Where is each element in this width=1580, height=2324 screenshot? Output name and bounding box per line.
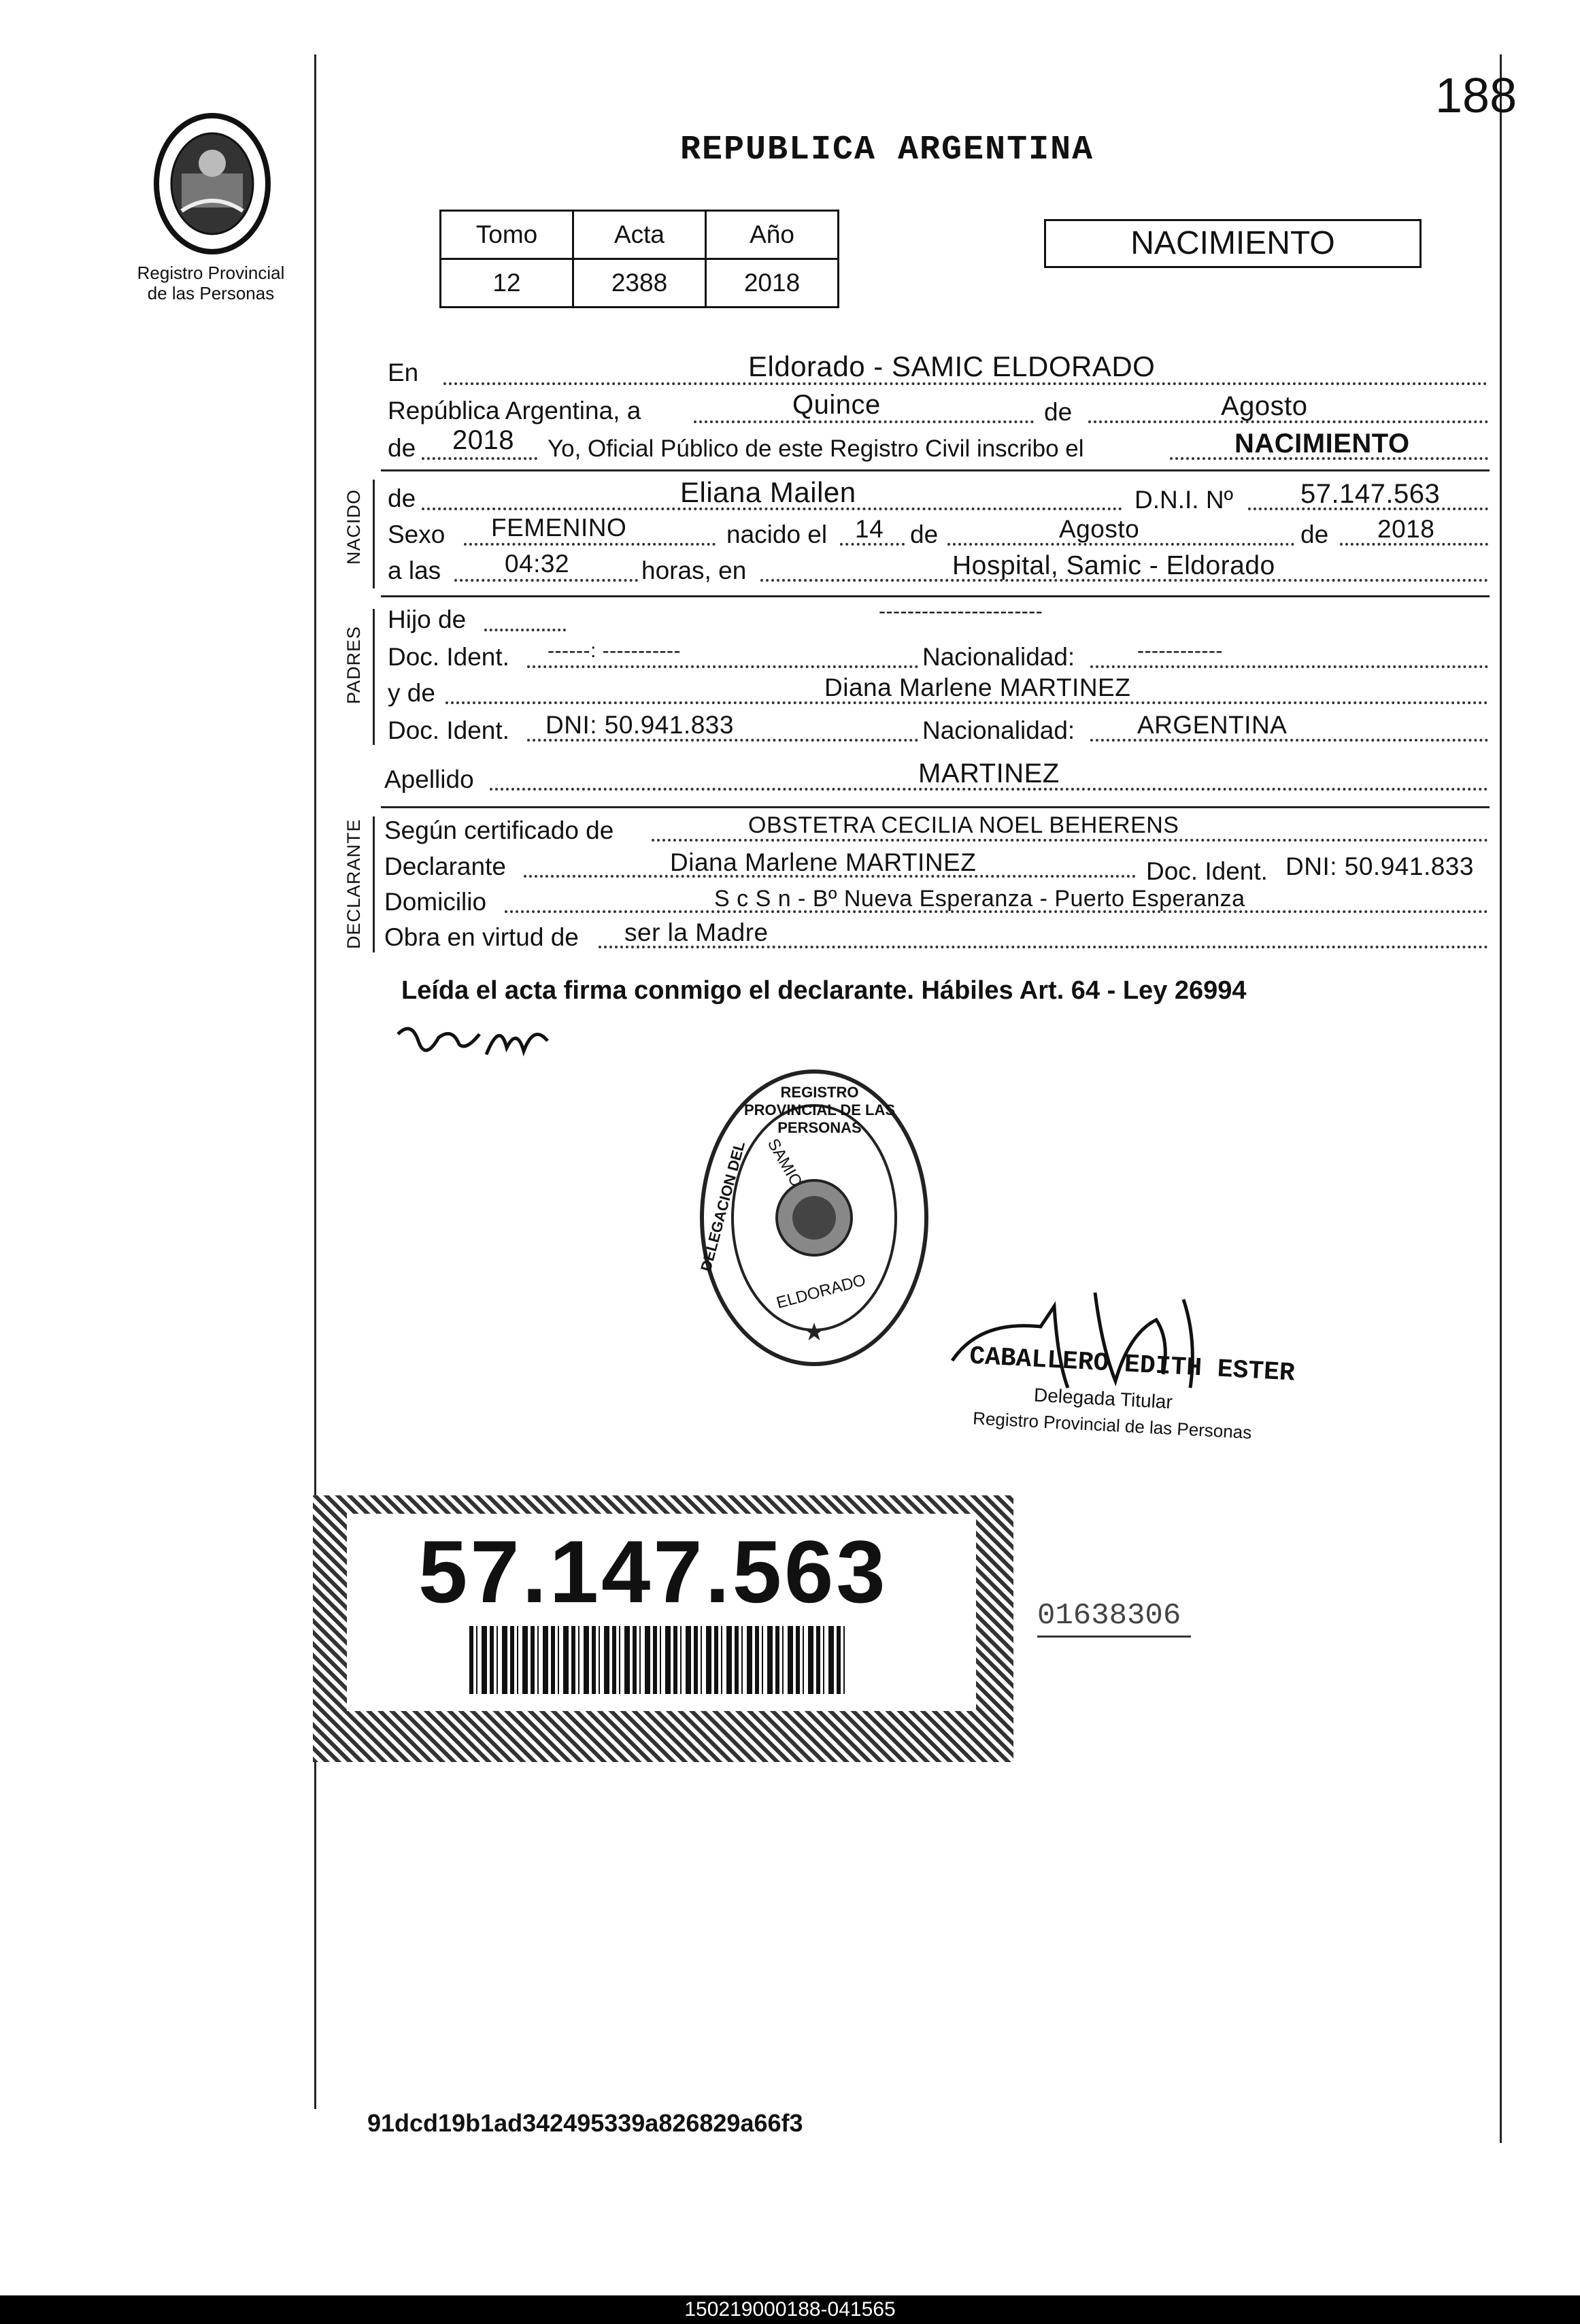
cert-label: Según certificado de — [384, 816, 614, 844]
padre-value: ----------------------- — [879, 600, 1043, 622]
nac2-value: ARGENTINA — [1137, 711, 1288, 739]
decl-doc-label: Doc. Ident. — [1146, 857, 1268, 885]
apellido-value: MARTINEZ — [918, 759, 1060, 788]
record-table — [439, 210, 839, 308]
footer-bar — [0, 2295, 1580, 2324]
logo-caption — [116, 263, 306, 303]
de-label-2: de — [388, 434, 416, 462]
yde-label: y de — [388, 679, 435, 707]
logo-caption-line1: Registro Provincial — [137, 263, 285, 283]
day-dots — [694, 420, 1034, 423]
madre-value: Diana Marlene MARTINEZ — [824, 674, 1131, 701]
right-border-line — [1500, 54, 1502, 2143]
official-office: Registro Provincial de las Personas — [972, 1408, 1252, 1443]
decl-label: Declarante — [384, 852, 506, 880]
apellido-label: Apellido — [384, 765, 474, 793]
republica-label: República Argentina, a — [388, 397, 641, 425]
doc1-dots — [527, 665, 918, 668]
official-role: Delegada Titular — [1033, 1384, 1173, 1413]
act-value: NACIMIENTO — [1234, 429, 1410, 459]
lugar-value: Hospital, Samic - Eldorado — [952, 551, 1275, 580]
birth-year-value: 2018 — [1377, 515, 1435, 543]
sexo-value: FEMENINO — [491, 514, 627, 542]
nacido-de-label-2: de — [910, 520, 939, 548]
declarant-signature — [391, 1014, 568, 1075]
section-declarante-line — [373, 816, 375, 952]
nacido-de-label-3: de — [1300, 520, 1329, 548]
doc1-value: ------: ----------- — [548, 640, 682, 662]
page-number: 188 — [1435, 69, 1517, 123]
official-name: CABALLERO EDITH ESTER — [969, 1342, 1296, 1389]
section-label-nacido: NACIDO — [343, 488, 364, 565]
stamp-ring-bottom: DELEGACION DEL — [697, 1139, 749, 1274]
hora-value: 04:32 — [505, 550, 570, 578]
svg-text:★: ★ — [803, 1318, 826, 1346]
dni-value: 57.147.563 — [1300, 479, 1441, 509]
nacido-de-label: de — [388, 484, 416, 512]
doc2-value: DNI: 50.941.833 — [545, 711, 734, 739]
section-nacido-line — [373, 480, 375, 588]
divider-nacido-top — [381, 469, 1490, 471]
dom-value: S c S n - Bº Nueva Esperanza - Puerto Esperanza — [714, 886, 1245, 912]
obra-value: ser la Madre — [624, 918, 769, 946]
stamp-center-bottom: ELDORADO — [774, 1271, 868, 1312]
dni-label: D.N.I. Nº — [1134, 486, 1234, 514]
hijo-dots — [484, 629, 566, 631]
decl-doc-value: DNI: 50.941.833 — [1285, 852, 1474, 880]
table-cell-ano: 2018 — [706, 259, 839, 308]
horas-en-label: horas, en — [641, 557, 747, 584]
nac2-label: Nacionalidad: — [922, 716, 1075, 744]
doc1-label: Doc. Ident. — [388, 643, 509, 671]
birth-day-value: 14 — [855, 515, 884, 543]
decl-value: Diana Marlene MARTINEZ — [670, 848, 977, 876]
nac1-value: ------------ — [1137, 640, 1223, 662]
year-dots — [422, 457, 537, 460]
page-title: REPUBLICA ARGENTINA — [680, 131, 1094, 169]
table-header-ano: Año — [706, 211, 839, 259]
birth-month-value: Agosto — [1059, 515, 1140, 543]
logo-caption-line2: de las Personas — [147, 283, 275, 303]
doc2-label: Doc. Ident. — [388, 716, 509, 744]
barcode-label — [347, 1514, 976, 1711]
day-value: Quince — [792, 390, 881, 420]
table-cell-acta: 2388 — [573, 259, 706, 308]
hora-dots — [454, 579, 638, 582]
month-value: Agosto — [1221, 391, 1308, 421]
section-label-padres: PADRES — [343, 625, 364, 704]
footer-code: 150219000188-041565 — [684, 2298, 896, 2321]
year-value: 2018 — [452, 425, 514, 455]
province-seal-logo — [144, 109, 280, 259]
stamp-center-top: SAMIC — [763, 1135, 806, 1190]
sexo-label: Sexo — [388, 520, 446, 548]
registry-oval-stamp — [697, 1065, 932, 1371]
left-border-line — [314, 54, 316, 2109]
serial-number: 01638306 — [1037, 1599, 1191, 1638]
name-value: Eliana Mailen — [680, 476, 856, 508]
section-padres-line — [373, 609, 375, 745]
yo-label: Yo, Oficial Público de este Registro Civil inscribo el — [548, 435, 1084, 462]
nacido-el-label: nacido el — [726, 520, 828, 548]
obra-label: Obra en virtud de — [384, 923, 579, 951]
dni-large-number: 57.147.563 — [418, 1522, 888, 1621]
dom-label: Domicilio — [384, 888, 487, 916]
de-label-1: de — [1044, 398, 1073, 426]
table-header-tomo: Tomo — [441, 211, 573, 259]
barcode — [469, 1626, 847, 1694]
doc-type-box — [1044, 219, 1422, 268]
section-label-declarante: DECLARANTE — [343, 818, 364, 949]
cert-dots — [652, 839, 1488, 842]
table-header-acta: Acta — [573, 211, 706, 259]
sexo-dots — [464, 543, 716, 546]
doc-type-label: NACIMIENTO — [1130, 225, 1335, 261]
table-cell-tomo: 12 — [441, 259, 573, 308]
divider-padres-top — [381, 595, 1490, 597]
en-label: En — [388, 359, 419, 386]
divider-declarante-top — [381, 806, 1490, 808]
hora-label: a las — [388, 557, 441, 584]
en-value: Eldorado - SAMIC ELDORADO — [748, 350, 1156, 382]
closing-text: Leída el acta firma conmigo el declarante. Hábiles Art. 64 - Ley 26994 — [401, 976, 1247, 1005]
document-hash: 91dcd19b1ad342495339a826829a66f3 — [367, 2109, 803, 2137]
stamp-ring-top: REGISTRO PROVINCIAL DE LAS PERSONAS — [743, 1084, 896, 1136]
nac1-dots — [1090, 665, 1488, 668]
nac1-label: Nacionalidad: — [922, 643, 1075, 671]
cert-value: OBSTETRA CECILIA NOEL BEHERENS — [748, 812, 1179, 838]
hijo-label: Hijo de — [388, 605, 467, 633]
